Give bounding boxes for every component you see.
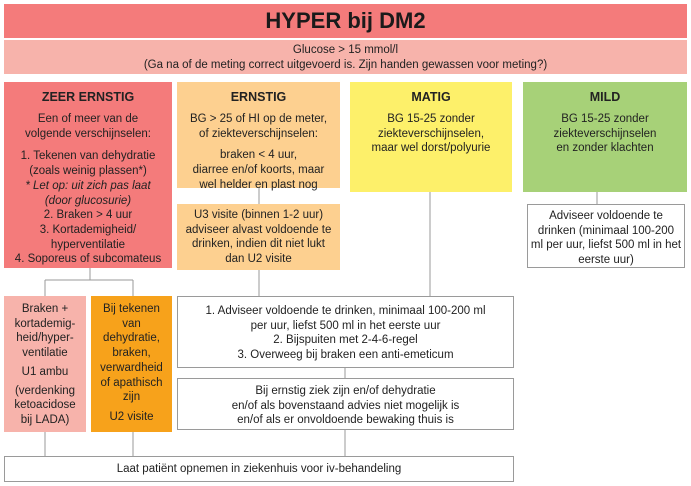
action-line: van <box>122 317 141 330</box>
ernstig-advice <box>177 204 340 270</box>
category-matig <box>350 82 512 192</box>
symptom-item: 3. Kortademigheid/ <box>39 224 137 237</box>
category-text: en zonder klachten <box>556 142 654 155</box>
action-ernstig-ziek <box>177 378 514 430</box>
category-text: ziekteverschijnselen, <box>377 127 485 140</box>
symptom-item: hyperventilatie <box>50 238 126 251</box>
title-banner <box>4 4 687 38</box>
category-label: ZEER ERNSTIG <box>41 90 135 104</box>
category-label: ERNSTIG <box>230 90 287 104</box>
condition-line: Bij ernstig ziek zijn en/of dehydratie <box>255 385 436 397</box>
action-line: heid/hyper- <box>16 332 74 345</box>
action-line: braken, <box>112 347 151 360</box>
symptom-note: (door glucosurie) <box>44 194 132 207</box>
category-mild <box>523 82 687 192</box>
symptom-note: * Let op: uit zich pas laat <box>25 179 151 192</box>
action-urgency: U1 ambu <box>21 365 69 378</box>
action-advies <box>177 296 514 368</box>
glucose-threshold: Glucose > 15 mmol/l <box>292 44 399 56</box>
action-line: zijn <box>122 391 141 404</box>
advice-line: U3 visite (binnen 1-2 uur) <box>193 209 324 221</box>
category-text: BG 15-25 zonder <box>561 113 649 125</box>
advice-line: Adviseer voldoende te <box>549 210 663 222</box>
glucose-condition <box>4 40 687 74</box>
category-text: maar wel dorst/polyurie <box>371 142 491 155</box>
category-ernstig <box>177 82 340 191</box>
action-urgency: U2 visite <box>109 411 154 424</box>
mild-advice <box>527 204 685 268</box>
symptom-item: diarree en/of koorts, maar <box>192 164 325 177</box>
advice-line: 1. Adviseer voldoende te drinken, minimaal 100-200 ml <box>205 305 486 317</box>
action-line: verwardheid <box>100 361 163 374</box>
action-line: Braken + <box>21 303 69 315</box>
symptom-item: 1. Tekenen van dehydratie <box>20 150 156 163</box>
advice-line: per uur, liefst 500 ml in het eerste uur <box>250 319 441 332</box>
symptom-item: 4. Soporeus of subcomateus <box>14 253 162 266</box>
advice-line: dan U2 visite <box>225 253 292 266</box>
opname-text: Laat patiënt opnemen in ziekenhuis voor iv-behandeling <box>116 463 402 475</box>
condition-line: en/of als er onvoldoende bewaking thuis is <box>237 414 454 427</box>
category-text: BG > 25 of HI op de meter, <box>189 113 328 125</box>
advice-line: eerste uur) <box>578 254 634 267</box>
action-line: bij LADA) <box>20 414 70 427</box>
category-zeer-ernstig <box>4 82 172 268</box>
advice-line: 3. Overweeg bij braken een anti-emeticum <box>237 349 454 362</box>
action-line: ketoacidose <box>14 399 76 412</box>
advice-line: drinken, indien dit niet lukt <box>192 238 325 251</box>
category-text: Een of meer van de <box>37 113 139 125</box>
action-line: ventilatie <box>22 347 68 360</box>
advice-line: ml per uur, liefst 500 ml in het <box>530 239 682 252</box>
action-opname <box>4 456 514 482</box>
category-text: ziekteverschijnselen <box>553 127 657 140</box>
symptom-item: wel helder en plast nog <box>199 178 318 191</box>
category-label: MATIG <box>411 90 451 104</box>
advice-line: adviseer alvast voldoende te <box>185 223 332 236</box>
action-line: kortademig- <box>14 317 76 330</box>
action-line: (verdenking <box>14 384 76 397</box>
category-text: volgende verschijnselen: <box>25 127 151 140</box>
symptom-item: (zoals weinig plassen*) <box>29 165 147 178</box>
action-braken <box>4 296 86 432</box>
action-line: of apathisch <box>100 376 163 389</box>
action-dehydratie <box>91 296 172 432</box>
action-line: Bij tekenen <box>103 303 160 315</box>
action-line: dehydratie, <box>103 332 160 345</box>
measurement-note: (Ga na of de meting correct uitgevoerd is. Zijn handen gewassen voor meting?) <box>143 58 548 71</box>
category-label: MILD <box>589 90 621 104</box>
category-text: BG 15-25 zonder <box>387 113 475 125</box>
page-title: HYPER bij DM2 <box>265 8 426 33</box>
symptom-item: 2. Braken > 4 uur <box>43 209 133 222</box>
advice-line: drinken (minimaal 100-200 <box>537 224 675 237</box>
advice-line: 2. Bijspuiten met 2-4-6-regel <box>273 334 418 347</box>
symptom-item: braken < 4 uur, <box>219 149 298 162</box>
condition-line: en/of als bovenstaand advies niet mogelijk is <box>231 399 460 412</box>
category-text: of ziekteverschijnselen: <box>199 127 318 140</box>
